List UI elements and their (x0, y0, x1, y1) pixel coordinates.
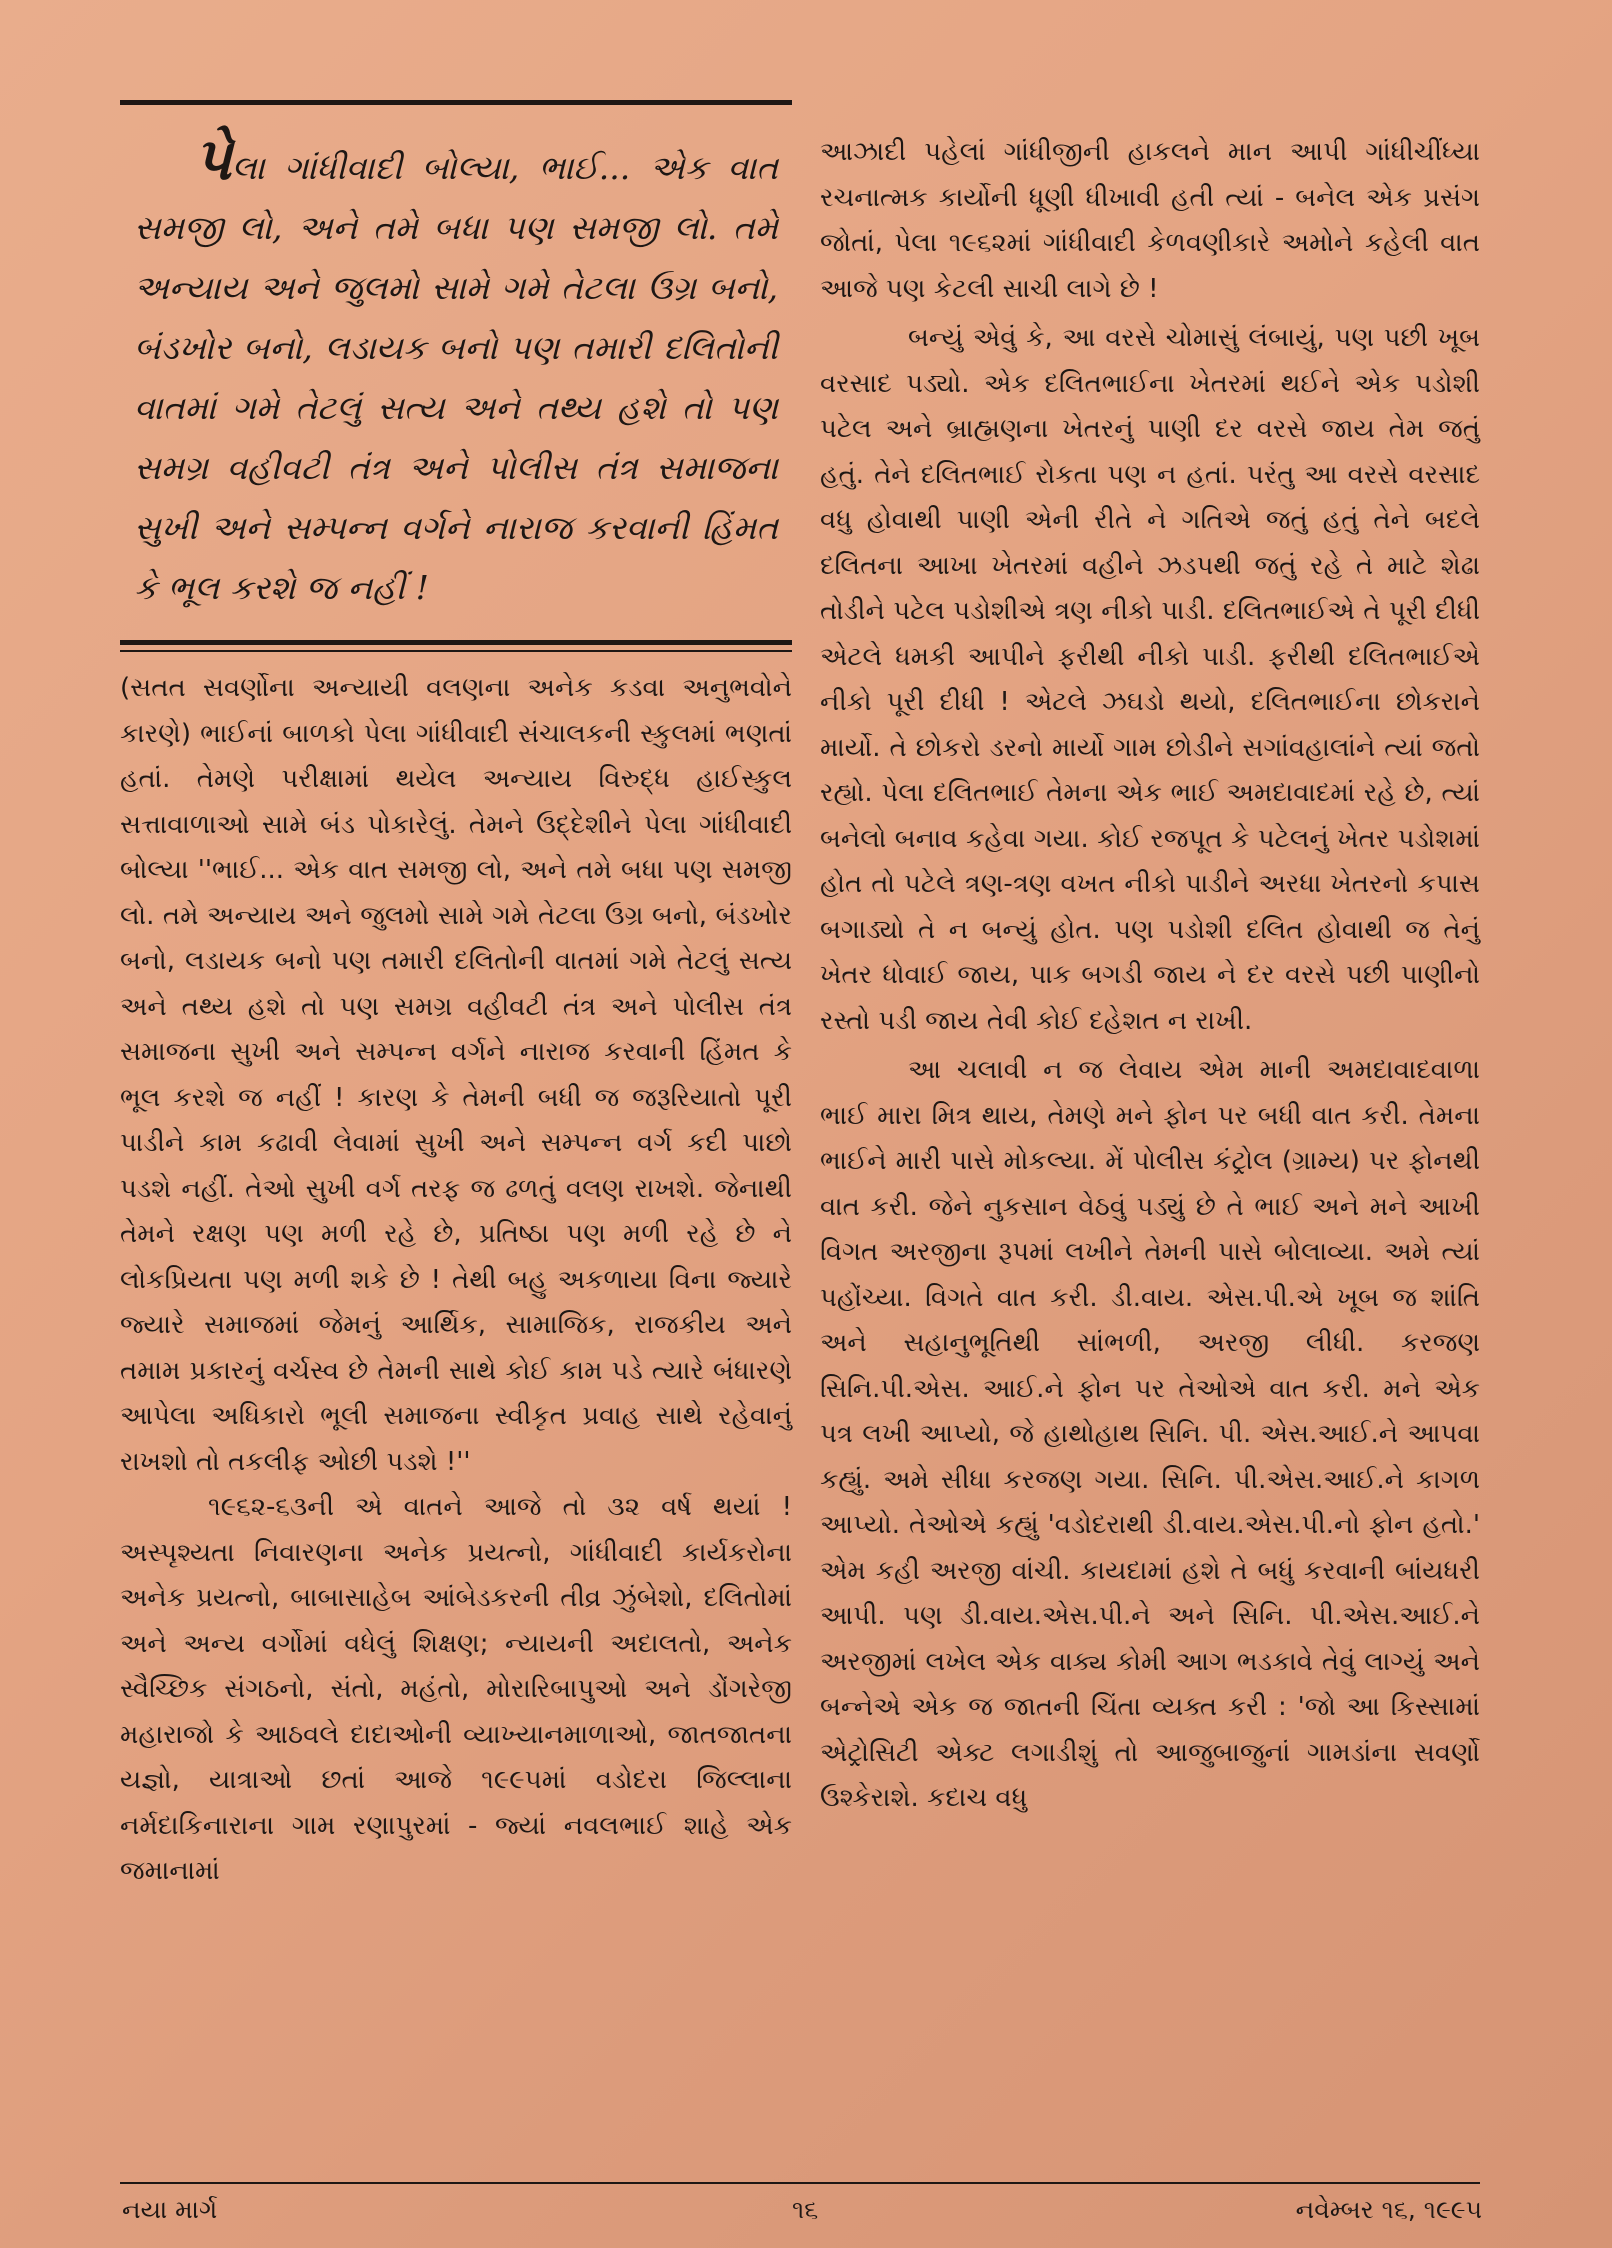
issue-date: નવેમ્બર ૧૬, ૧૯૯૫ (1295, 2195, 1482, 2224)
right-paragraph-2: બન્યું એવું કે, આ વરસે ચોમાસું લંબાયું, પણ પછી ખૂબ વરસાદ પડ્યો. એક દલિતભાઈના ખેતરમાં થઈને એક પડોશી પટેલ અને બ્રાહ્મણના ખેતરનું પાણી દર વરસે જાય તેમ જતું હતું. તેને દલિતભાઈ રોકતા પણ ન હતાં. પરંતુ આ વરસે વરસાદ વધુ હોવાથી પાણી એની રીતે ને ગતિએ જતું હતું તેને બદલે દલિતના આખા ખેતરમાં વહીને ઝડપથી જતું રહે તે માટે શેઢા તોડીને પટેલ પડોશીએ ત્રણ નીકો પાડી. દલિતભાઈએ તે પૂરી દીધી એટલે ધમકી આપીને ફરીથી નીકો પાડી. ફરીથી દલિતભાઈએ નીકો પૂરી દીધી ! એટલે ઝઘડો થયો, દલિતભાઈના છોકરાને માર્યો. તે છોકરો ડરનો માર્યો ગામ છોડીને સગાંવહાલાંને ત્યાં જતો રહ્યો. પેલા દલિતભાઈ તેમના એક ભાઈ અમદાવાદમાં રહે છે, ત્યાં બનેલો બનાવ કહેવા ગયા. કોઈ રજપૂત કે પટેલનું ખેતર પડોશમાં હોત તો પટેલે ત્રણ-ત્રણ વખત નીકો પાડીને અરધા ખેતરનો કપાસ બગાડ્યો તે ન બન્યું હોત. પણ પડોશી દલિત હોવાથી જ તેનું ખેતર ધોવાઈ જાય, પાક બગડી જાય ને દર વરસે પછી પાણીનો રસ્તો પડી જાય તેવી કોઈ દહેશત ન રાખી. (820, 323, 1480, 1036)
pullquote-bottom-rule (120, 640, 792, 645)
footer-rule (120, 2182, 1480, 2184)
left-column (120, 100, 792, 1895)
page-number: ૧૬ (792, 2195, 819, 2224)
right-column (820, 130, 1480, 1822)
pullquote-text: લા ગાંધીવાદી બોલ્યા, ભાઈ... એક વાત સમજી લો, અને તમે બધા પણ સમજી લો. તમે અન્યાય અને જુલમો સામે ગમે તેટલા ઉગ્ર બનો, બંડખોર બનો, લડાયક બનો પણ તમારી દલિતોની વાતમાં ગમે તેટલું સત્ય અને તથ્ય હશે તો પણ સમગ્ર વહીવટી તંત્ર અને પોલીસ તંત્ર સમાજના સુખી અને સમ્પન્ન વર્ગને નારાજ કરવાની હિંમત કે ભૂલ કરશે જ નહીં ! (134, 148, 778, 607)
publication-name: નયા માર્ગ (122, 2195, 218, 2224)
left-paragraph-2: ૧૯૬૨-૬૩ની એ વાતને આજે તો ૩૨ વર્ષ થયાં ! અસ્પૃશ્યતા નિવારણના અનેક પ્રયત્નો, ગાંધીવાદી કાર્યકરોના અનેક પ્રયત્નો, બાબાસાહેબ આંબેડકરની તીવ્ર ઝુંબેશો, દલિતોમાં અને અન્ય વર્ગોમાં વધેલું શિક્ષણ; ન્યાયની અદાલતો, અનેક સ્વૈચ્છિક સંગઠનો, સંતો, મહંતો, મોરારિબાપુઓ અને ડોંગરેજી મહારાજો કે આઠવલે દાદાઓની વ્યાખ્યાનમાળાઓ, જાતજાતના યજ્ઞો, યાત્રાઓ છતાં આજે ૧૯૯૫માં વડોદરા જિલ્લાના નર્મદાકિનારાના ગામ રણાપુરમાં - જ્યાં નવલભાઈ શાહે એક જમાનામાં (120, 1492, 792, 1886)
left-paragraph-1: (સતત સવર્ણોના અન્યાયી વલણના અનેક કડવા અનુભવોને કારણે) ભાઈનાં બાળકો પેલા ગાંધીવાદી સંચાલકની સ્કુલમાં ભણતાં હતાં. તેમણે પરીક્ષામાં થયેલ અન્યાય વિરુદ્ધ હાઈસ્કુલ સત્તાવાળાઓ સામે બંડ પોકારેલું. તેમને ઉદ્દેશીને પેલા ગાંધીવાદી બોલ્યા ''ભાઈ... એક વાત સમજી લો, અને તમે બધા પણ સમજી લો. તમે અન્યાય અને જુલમો સામે ગમે તેટલા ઉગ્ર બનો, બંડખોર બનો, લડાયક બનો પણ તમારી દલિતોની વાતમાં ગમે તેટલું સત્ય અને તથ્ય હશે તો પણ સમગ્ર વહીવટી તંત્ર અને પોલીસ તંત્ર સમાજના સુખી અને સમ્પન્ન વર્ગને નારાજ કરવાની હિંમત કે ભૂલ કરશે જ નહીં ! કારણ કે તેમની બધી જ જરૂરિયાતો પૂરી પાડીને કામ કઢાવી લેવામાં સુખી અને સમ્પન્ન વર્ગ કદી પાછો પડશે નહીં. તેઓ સુખી વર્ગ તરફ જ ઢળતું વલણ રાખશે. જેનાથી તેમને રક્ષણ પણ મળી રહે છે, પ્રતિષ્ઠા પણ મળી રહે છે ને લોકપ્રિયતા પણ મળી શકે છે ! તેથી બહુ અકળાયા વિના જ્યારે જ્યારે સમાજમાં જેમનું આર્થિક, સામાજિક, રાજકીય અને તમામ પ્રકારનું વર્ચસ્વ છે તેમની સાથે કોઈ કામ પડે ત્યારે બંધારણે આપેલા અધિકારો ભૂલી સમાજના સ્વીકૃત પ્રવાહ સાથે રહેવાનું રાખશો તો તકલીફ ઓછી પડશે !'' (120, 673, 792, 1477)
pullquote-bottom-rule-thin (120, 650, 792, 652)
pullquote-dropcap: પે (194, 125, 232, 193)
pullquote (120, 105, 792, 640)
page-footer (82, 2195, 1482, 2235)
right-paragraph-1: આઝાદી પહેલાં ગાંધીજીની હાકલને માન આપી ગાંધીચીંધ્યા રચનાત્મક કાર્યોની ધૂણી ધીખાવી હતી ત્યાં - બનેલ એક પ્રસંગ જોતાં, પેલા ૧૯૬૨માં ગાંધીવાદી કેળવણીકારે અમોને કહેલી વાત આજે પણ કેટલી સાચી લાગે છે ! (820, 137, 1480, 304)
right-paragraph-3: આ ચલાવી ન જ લેવાય એમ માની અમદાવાદવાળા ભાઈ મારા મિત્ર થાય, તેમણે મને ફોન પર બધી વાત કરી. તેમના ભાઈને મારી પાસે મોકલ્યા. મેં પોલીસ કંટ્રોલ (ગ્રામ્ય) પર ફોનથી વાત કરી. જેને નુકસાન વેઠવું પડ્યું છે તે ભાઈ અને મને આખી વિગત અરજીના રૂપમાં લખીને તેમની પાસે બોલાવ્યા. અમે ત્યાં પહોંચ્યા. વિગતે વાત કરી. ડી.વાય. એસ.પી.એ ખૂબ જ શાંતિ અને સહાનુભૂતિથી સાંભળી, અરજી લીધી. કરજણ સિનિ.પી.એસ. આઈ.ને ફોન પર તેઓએ વાત કરી. મને એક પત્ર લખી આપ્યો, જે હાથોહાથ સિનિ. પી. એસ.આઈ.ને આપવા કહ્યું. અમે સીધા કરજણ ગયા. સિનિ. પી.એસ.આઈ.ને કાગળ આપ્યો. તેઓએ કહ્યું 'વડોદરાથી ડી.વાય.એસ.પી.નો ફોન હતો.' એમ કહી અરજી વાંચી. કાયદામાં હશે તે બધું કરવાની બાંયધરી આપી. પણ ડી.વાય.એસ.પી.ને અને સિનિ. પી.એસ.આઈ.ને અરજીમાં લખેલ એક વાક્ય કોમી આગ ભડકાવે તેવું લાગ્યું અને બન્નેએ એક જ જાતની ચિંતા વ્યક્ત કરી : 'જો આ કિસ્સામાં એટ્રોસિટી એક્ટ લગાડીશું તો આજુબાજુનાં ગામડાંના સવર્ણો ઉશ્કેરાશે. કદાચ વધુ (820, 1055, 1480, 1813)
